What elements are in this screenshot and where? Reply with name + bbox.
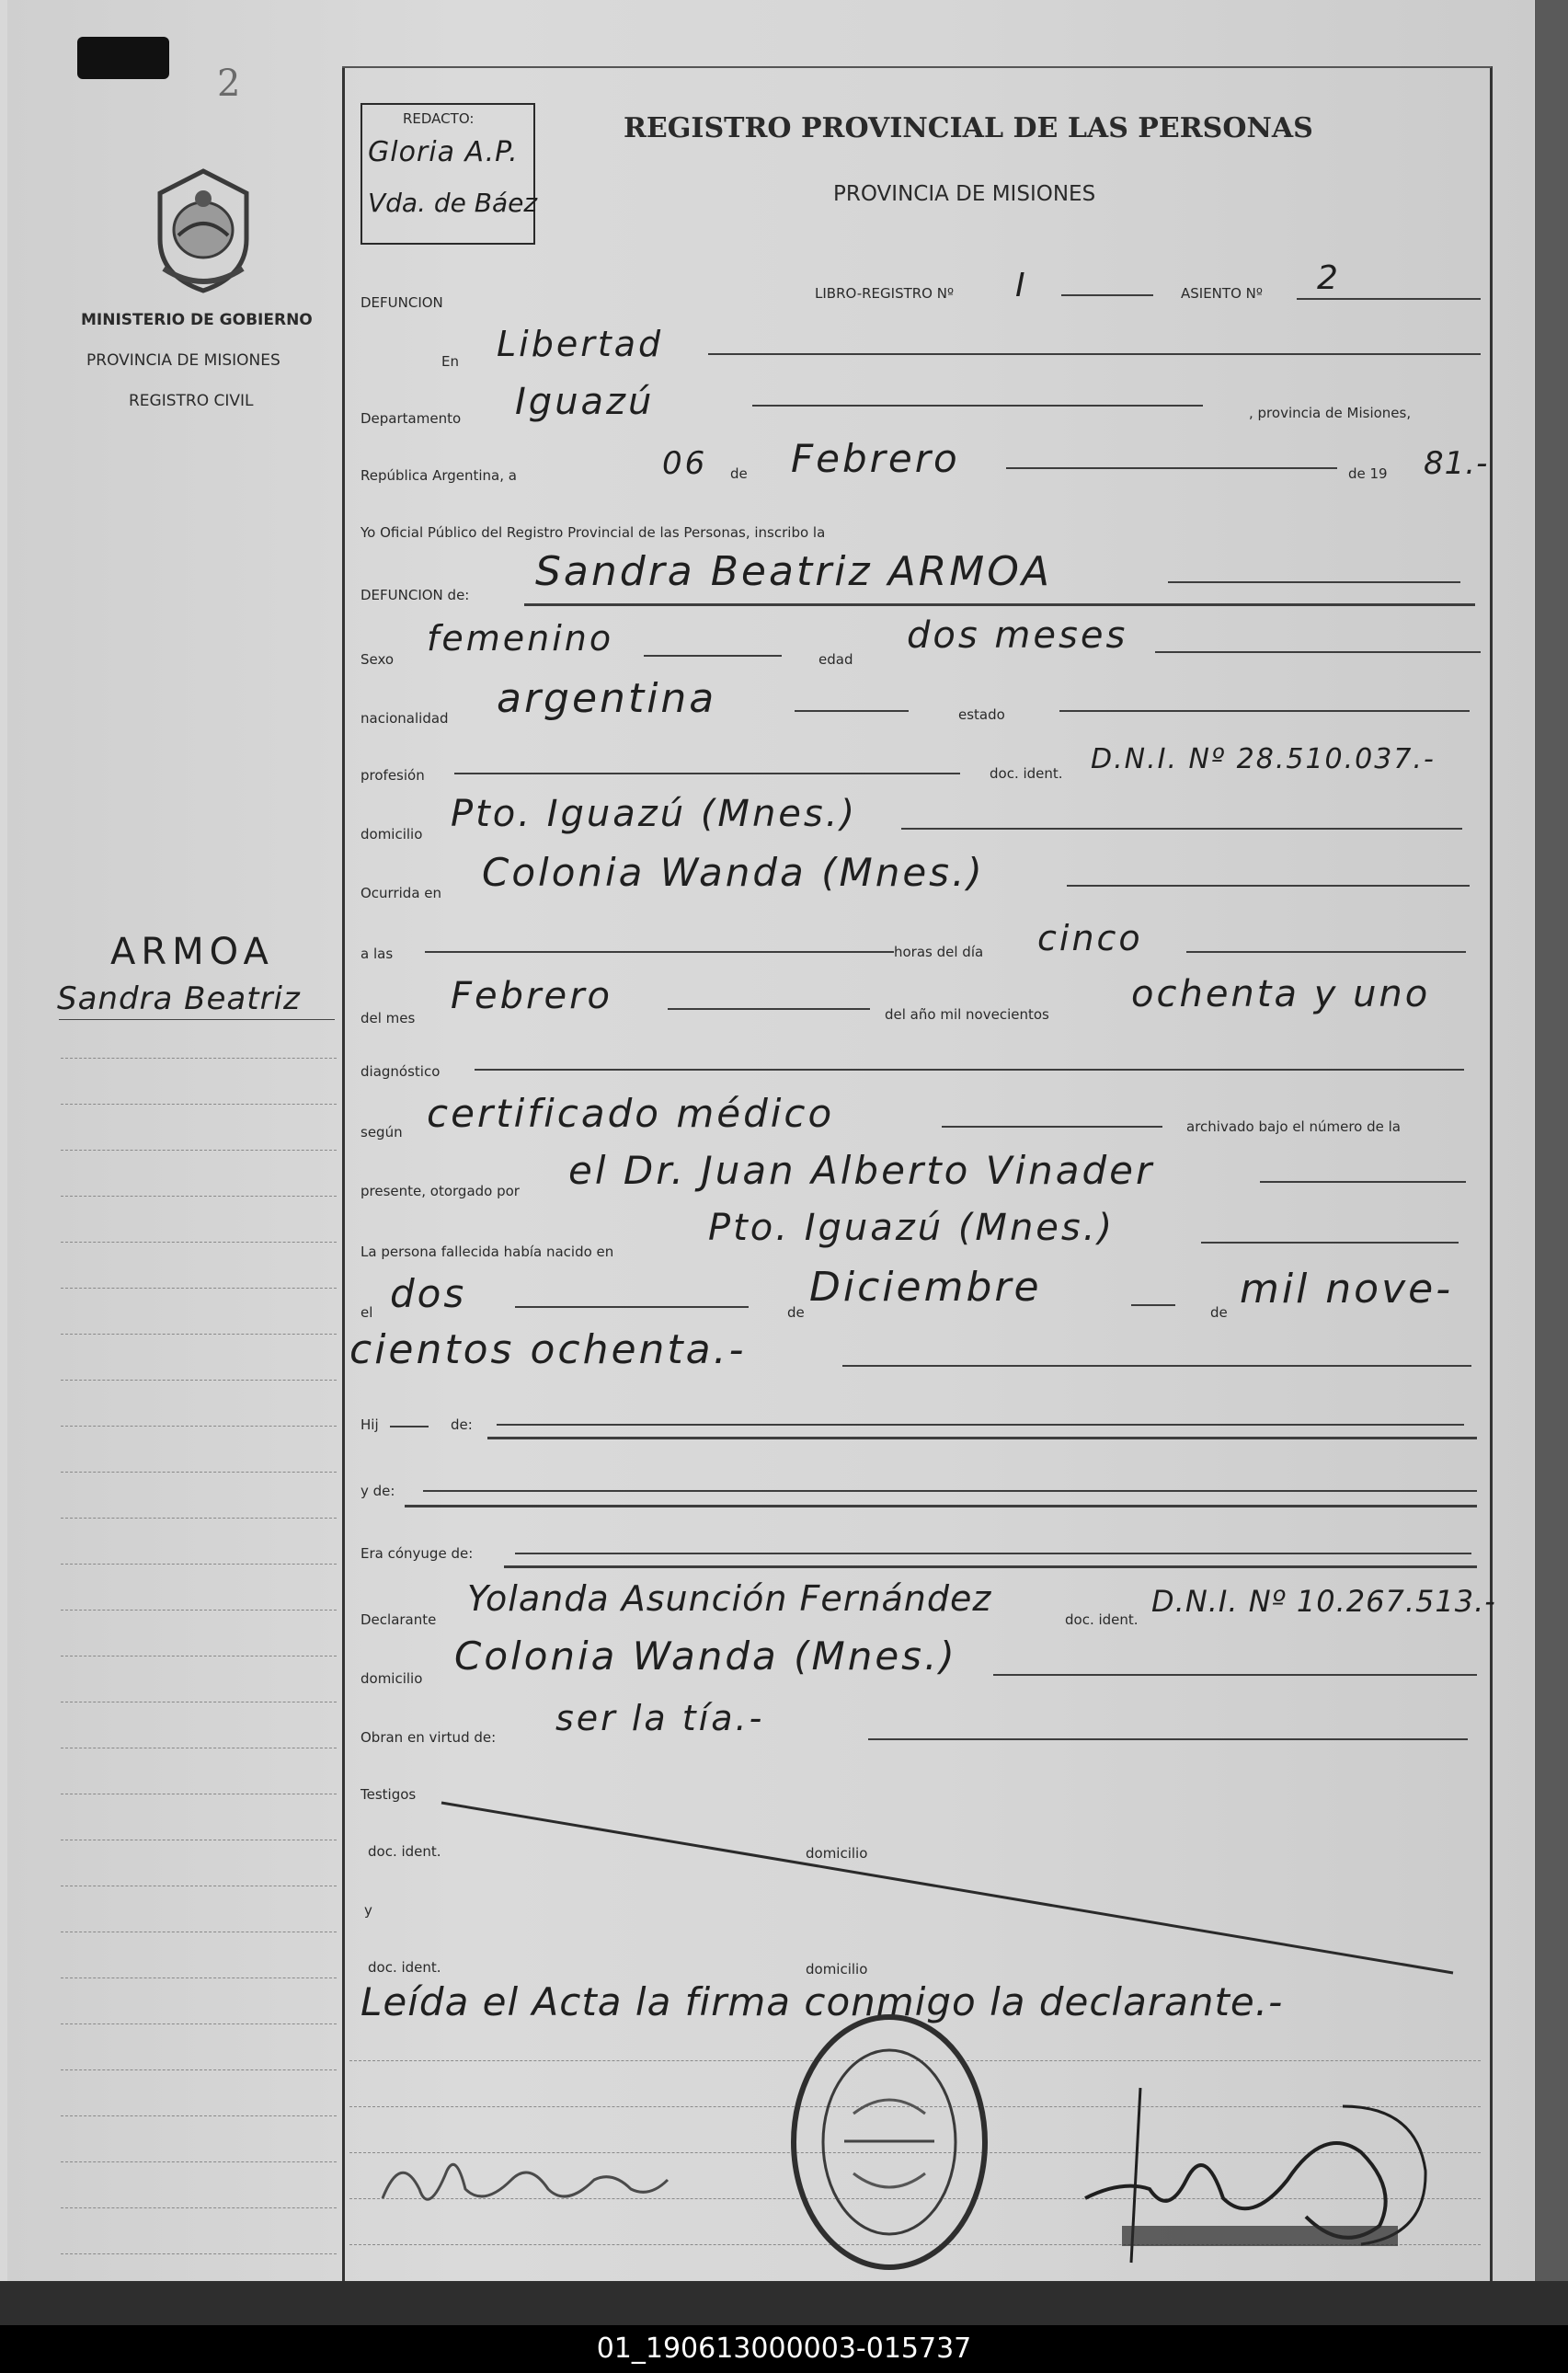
de19-label: de 19 [1348,465,1388,482]
form-right-rule [1490,66,1493,2283]
testigo1-domicilio-label: domicilio [806,1845,868,1862]
hij-de-label: de: [451,1416,473,1433]
anio-label: del año mil novecientos [885,1006,1049,1023]
republica-label: República Argentina, a [361,467,517,484]
declarante-doc-value: D.N.I. Nº 10.267.513.- [1151,1584,1496,1619]
anio-value: ochenta y uno [1131,973,1431,1015]
provincial-crest-icon [145,166,261,294]
closing-statement: Leída el Acta la firma conmigo la declarante.- [361,1979,1284,2024]
redacted-mark [77,37,169,79]
sidebar-province-label: PROVINCIA DE MISIONES [86,351,280,370]
month-value: Febrero [791,436,960,481]
defuncion-de-label: DEFUNCION de: [361,587,470,603]
domicilio-label: domicilio [361,826,423,843]
y-de-label: y de: [361,1483,395,1499]
obran-value: ser la tía.- [555,1698,765,1738]
edad-value: dos meses [907,614,1128,657]
redacto-label: REDACTO: [403,110,475,127]
nacionalidad-value: argentina [497,675,717,722]
birth-day-value: dos [390,1271,467,1316]
declarante-value: Yolanda Asunción Fernández [467,1578,992,1619]
redacto-line1: Gloria A.P. [368,136,519,168]
margin-underline [59,1019,335,1020]
document-subtitle: PROVINCIA DE MISIONES [833,182,1096,206]
departamento-value: Iguazú [515,381,655,423]
testigo1-doc-label: doc. ident. [368,1843,441,1860]
diagnostico-label: diagnóstico [361,1063,441,1080]
archivado-label: archivado bajo el número de la [1186,1118,1401,1135]
birth-month-value: Diciembre [809,1264,1042,1311]
doc-ident-value: D.N.I. Nº 28.510.037.- [1091,743,1436,775]
edad-label: edad [818,651,853,668]
official-stamp [789,2012,990,2272]
del-mes-label: del mes [361,1010,416,1026]
testigo2-domicilio-label: domicilio [806,1961,868,1978]
declarante-domicilio-label: domicilio [361,1670,423,1687]
estado-label: estado [958,706,1005,723]
nacido-label: La persona fallecida había nacido en [361,1244,614,1260]
declarante-domicilio-value: Colonia Wanda (Mnes.) [454,1634,957,1679]
de-label: de [730,465,748,482]
official-signature [1067,2069,1453,2272]
scan-bottom-edge [0,2281,1568,2325]
ocurrida-label: Ocurrida en [361,885,442,901]
birth-year-value: mil nove- [1240,1266,1454,1313]
defuncion-de-value: Sandra Beatriz ARMOA [535,548,1052,595]
obran-label: Obran en virtud de: [361,1729,497,1746]
el-label: el [361,1304,373,1321]
birth-de-label: de [787,1304,805,1321]
hij-label: Hij [361,1416,379,1433]
declarant-signature [373,2134,677,2226]
libro-label: LIBRO-REGISTRO Nº [815,285,955,302]
birth-de2-label: de [1210,1304,1228,1321]
asiento-label: ASIENTO Nº [1181,285,1263,302]
declarante-doc-label: doc. ident. [1065,1611,1139,1628]
nacionalidad-label: nacionalidad [361,710,449,727]
horas-label: horas del día [894,944,984,960]
libro-value: I [1015,267,1028,304]
conyuge-label: Era cónyuge de: [361,1545,474,1562]
sheet-edge [1535,0,1568,2299]
type-label: DEFUNCION [361,294,443,311]
a-las-label: a las [361,946,394,962]
form-left-rule [342,66,345,2283]
departamento-label: Departamento [361,410,462,427]
presente-value: el Dr. Juan Alberto Vinader [568,1148,1155,1193]
image-filename-caption: 01_190613000003-015737 [0,2325,1568,2373]
sexo-value: femenino [427,618,614,659]
declarante-label: Declarante [361,1611,437,1628]
mes-value: Febrero [451,975,612,1017]
page-number: 2 [217,63,241,105]
sexo-label: Sexo [361,651,395,668]
profesion-label: profesión [361,767,425,784]
day-value: 06 [662,445,708,482]
en-label: En [441,353,459,370]
doc-ident-label: doc. ident. [990,765,1063,782]
margin-given-name: Sandra Beatriz [57,980,301,1017]
presente-label: presente, otorgado por [361,1183,520,1199]
form-top-rule [342,66,1492,68]
ministry-label: MINISTERIO DE GOBIERNO [81,311,313,329]
provincia-label: , provincia de Misiones, [1249,405,1412,421]
oficial-label: Yo Oficial Público del Registro Provincial de las Personas, inscribo la [361,524,826,541]
en-value: Libertad [497,324,664,364]
redacto-line2: Vda. de Báez [368,188,538,218]
ocurrida-value: Colonia Wanda (Mnes.) [482,850,985,895]
testigos-strike-line [432,1794,1462,1978]
asiento-value: 2 [1317,259,1341,297]
segun-label: según [361,1124,403,1141]
domicilio-value: Pto. Iguazú (Mnes.) [451,793,858,835]
segun-value: certificado médico [427,1091,835,1136]
dia-value: cinco [1037,918,1143,958]
document-title: REGISTRO PROVINCIAL DE LAS PERSONAS [624,112,1313,144]
testigos-label: Testigos [361,1786,417,1803]
birth-year-continuation: cientos ochenta.- [349,1326,747,1373]
y-label: y [364,1902,372,1919]
year-value: 81.- [1424,445,1489,482]
nacido-value: Pto. Iguazú (Mnes.) [708,1207,1116,1249]
redacto-box [361,103,538,245]
registry-label: REGISTRO CIVIL [129,392,254,410]
testigo2-doc-label: doc. ident. [368,1959,441,1976]
margin-surname: ARMOA [110,931,274,973]
